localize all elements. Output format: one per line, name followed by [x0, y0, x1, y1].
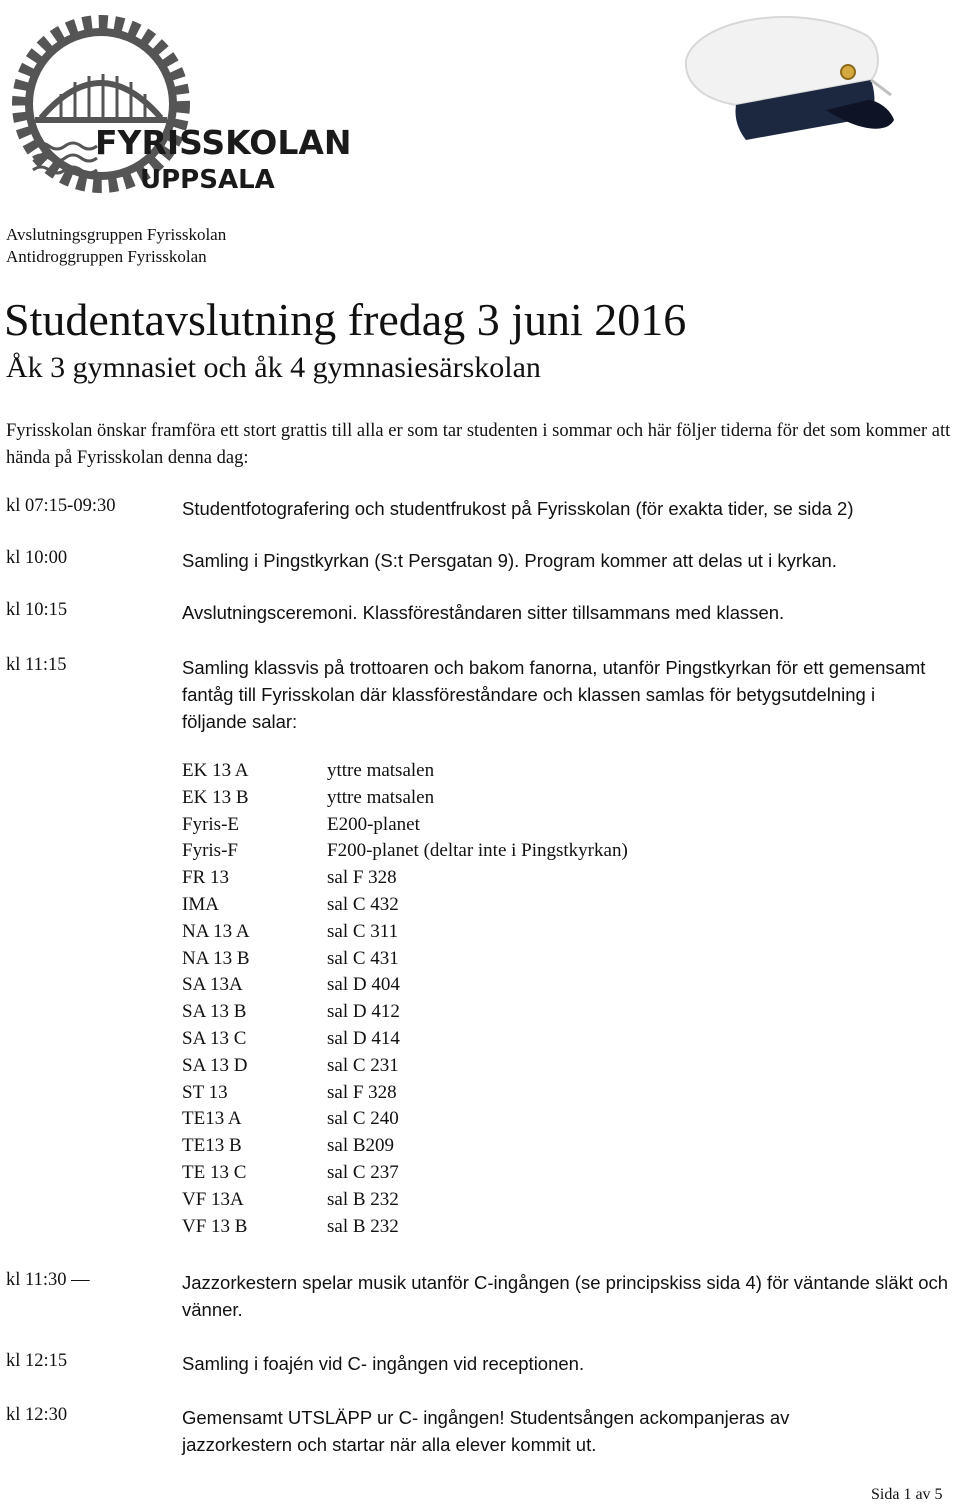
room-row: [182, 972, 628, 999]
organizer-group: Antidroggruppen Fyrisskolan: [6, 247, 207, 266]
organizer-group: Avslutningsgruppen Fyrisskolan: [6, 225, 227, 244]
schedule-time: kl 11:15: [6, 655, 67, 675]
class-name: Fyris-E: [182, 813, 239, 835]
logo-text-line1: FYRISSKOLAN: [95, 123, 352, 162]
student-cap-image: [676, 0, 896, 158]
schedule-text: Studentfotografering och studentfrukost på Fyrisskolan (för exakta tider, se sida 2): [182, 498, 854, 519]
room-row: [182, 1133, 628, 1160]
room-row: [182, 1160, 628, 1187]
schedule-time: kl 12:15: [6, 1351, 68, 1371]
room-location: sal C 240: [327, 1108, 399, 1130]
schedule-text: Gemensamt UTSLÄPP ur C- ingången! Studentsången ackompanjeras av jazzorkestern och startar när alla elever kommit ut.: [182, 1407, 790, 1455]
room-row: [182, 946, 628, 973]
room-location: sal C 237: [327, 1161, 399, 1183]
room-table: [182, 758, 628, 1240]
room-location: yttre matsalen: [327, 786, 435, 808]
fyrisskolan-logo: [5, 8, 352, 208]
class-name: TE13 A: [182, 1108, 242, 1130]
page-number: Sida 1 av 5: [871, 1486, 943, 1503]
room-row: [182, 1080, 628, 1107]
room-location: sal C 231: [327, 1054, 399, 1076]
room-location: sal B 232: [327, 1188, 399, 1210]
schedule-time: kl 10:00: [6, 548, 68, 568]
class-name: NA 13 A: [182, 920, 250, 942]
intro-paragraph: Fyrisskolan önskar framföra ett stort grattis till alla er som tar studenten i sommar och här följer tiderna för det som kommer att hända på Fyrisskolan denna dag:: [6, 421, 951, 468]
room-row: [182, 1106, 628, 1133]
room-location: sal C 311: [327, 920, 399, 942]
class-name: NA 13 B: [182, 947, 250, 969]
class-name: IMA: [182, 893, 219, 915]
gear-bridge-logo-icon: [5, 8, 352, 208]
class-name: EK 13 B: [182, 786, 249, 808]
page-title: Studentavslutning fredag 3 juni 2016: [4, 294, 687, 345]
room-location: sal C 432: [327, 893, 399, 915]
class-name: SA 13A: [182, 974, 243, 996]
schedule-text: Jazzorkestern spelar musik utanför C-ingången (se principskiss sida 4) för väntande släkt och vänner.: [182, 1272, 949, 1320]
schedule-time: kl 11:30 —: [6, 1270, 90, 1290]
class-name: EK 13 A: [182, 760, 249, 781]
class-name: VF 13 B: [182, 1215, 248, 1237]
room-location: sal C 431: [327, 947, 399, 969]
room-location: yttre matsalen: [327, 760, 435, 781]
room-row: [182, 1026, 628, 1053]
schedule-text: Avslutningsceremoni. Klassföreståndaren sitter tillsammans med klassen.: [182, 602, 785, 623]
room-location: sal F 328: [327, 867, 397, 889]
schedule-text: Samling i foajén vid C- ingången vid receptionen.: [182, 1353, 585, 1374]
schedule-time: kl 10:15: [6, 600, 68, 620]
room-row: [182, 812, 628, 839]
class-name: ST 13: [182, 1081, 228, 1103]
room-row: [182, 785, 628, 812]
class-name: SA 13 C: [182, 1027, 247, 1049]
class-name: VF 13A: [182, 1188, 244, 1210]
room-row: [182, 838, 628, 865]
room-location: sal F 328: [327, 1081, 397, 1103]
class-name: TE 13 C: [182, 1161, 247, 1183]
room-location: sal B209: [327, 1135, 395, 1157]
class-name: FR 13: [182, 867, 229, 889]
class-name: SA 13 B: [182, 1001, 247, 1023]
class-name: SA 13 D: [182, 1054, 248, 1076]
organizer-groups: [6, 224, 226, 268]
schedule-time: kl 12:30: [6, 1405, 68, 1425]
schedule-text: Samling klassvis på trottoaren och bakom fanorna, utanför Pingstkyrkan för ett gemensamt fantåg till Fyrisskolan där klassföreståndare och klassen samlas för betygsutdelning i följande salar:: [182, 657, 926, 732]
room-row: [182, 865, 628, 892]
room-row: [182, 1053, 628, 1080]
room-row: [182, 999, 628, 1026]
room-location: F200-planet (deltar inte i Pingstkyrkan): [327, 840, 628, 862]
logo-text-line2: UPPSALA: [140, 165, 275, 195]
room-row: [182, 758, 628, 785]
class-name: Fyris-F: [182, 840, 238, 862]
room-location: sal B 232: [327, 1215, 399, 1237]
room-row: [182, 1214, 628, 1241]
room-location: sal D 412: [327, 1001, 400, 1023]
schedule-time: kl 07:15-09:30: [6, 496, 116, 516]
room-location: E200-planet: [327, 813, 420, 835]
schedule-text: Samling i Pingstkyrkan (S:t Persgatan 9). Program kommer att delas ut i kyrkan.: [182, 550, 837, 571]
room-row: [182, 892, 628, 919]
room-location: sal D 404: [327, 974, 400, 996]
class-name: TE13 B: [182, 1135, 242, 1157]
room-row: [182, 919, 628, 946]
student-cap-icon: [676, 0, 896, 158]
room-location: sal D 414: [327, 1027, 400, 1049]
room-row: [182, 1187, 628, 1214]
page-subtitle: Åk 3 gymnasiet och åk 4 gymnasiesärskolan: [6, 351, 541, 384]
